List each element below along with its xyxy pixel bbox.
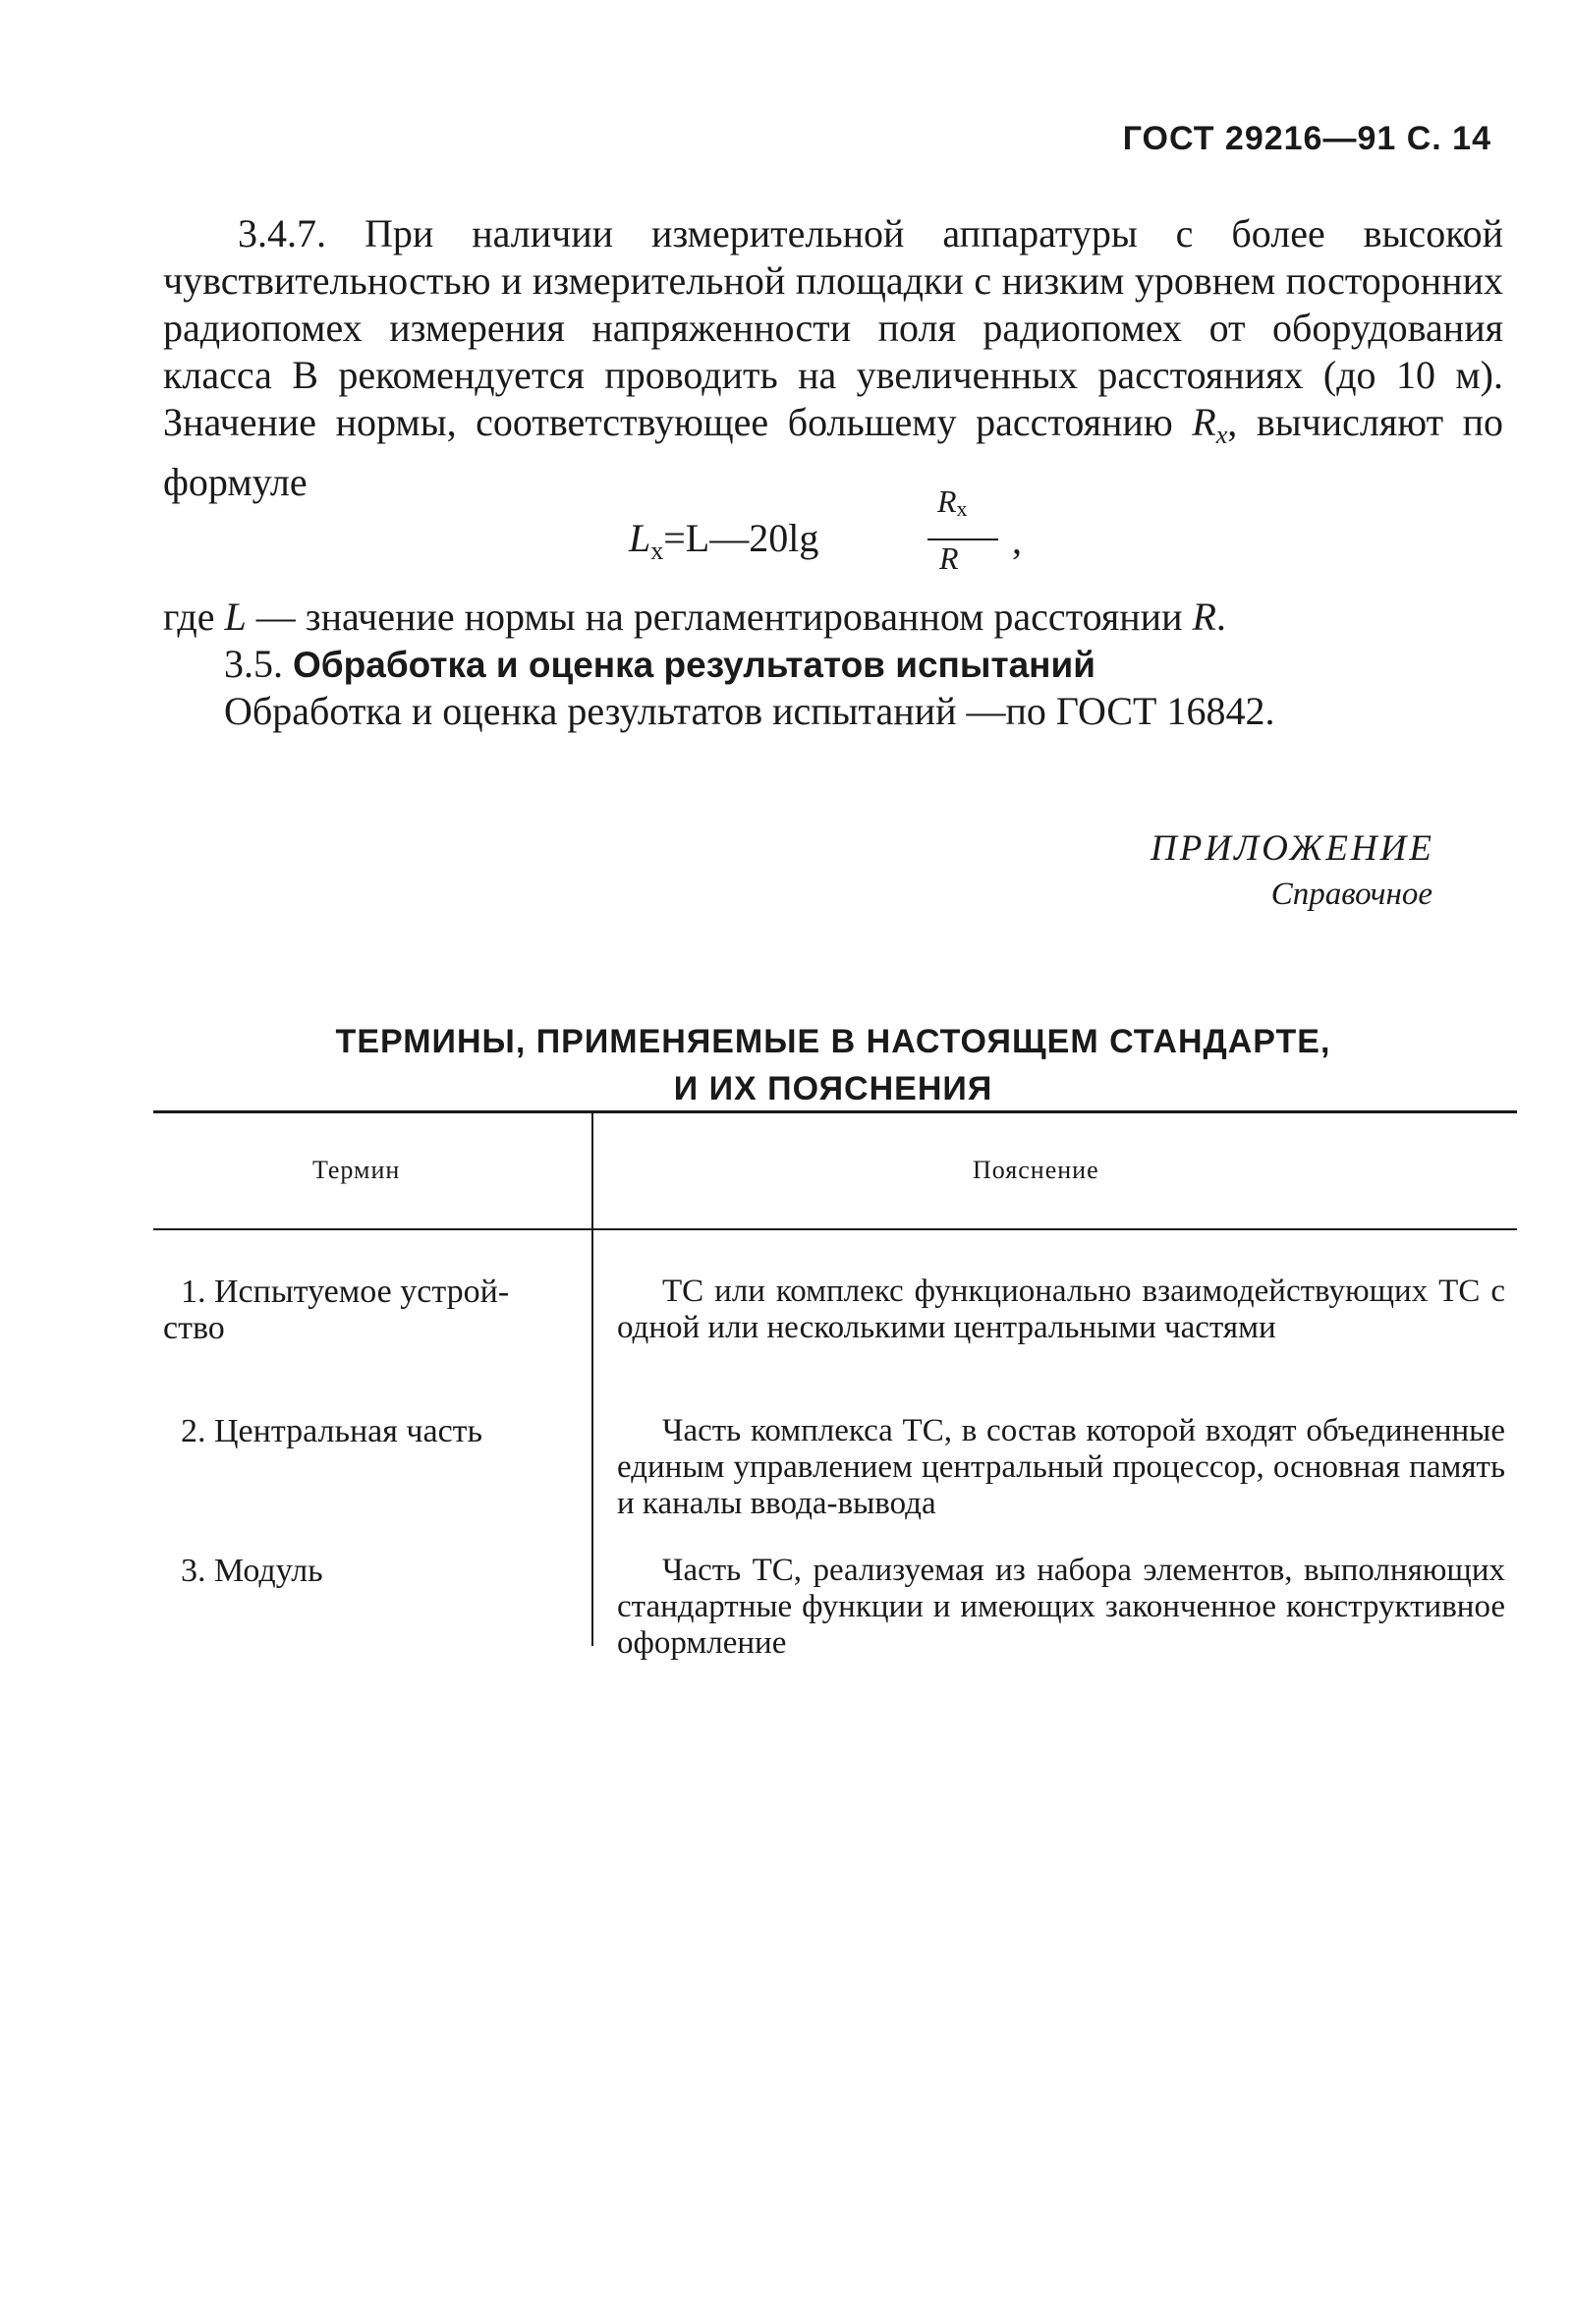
section-3-5-heading bbox=[224, 641, 1095, 687]
variable-l: L bbox=[224, 595, 247, 639]
table-top-rule bbox=[153, 1110, 1517, 1113]
variable-r-subscript: x bbox=[1215, 421, 1228, 449]
table-header-explanation: Пояснение bbox=[973, 1156, 1099, 1184]
formula-denominator: R bbox=[939, 540, 959, 576]
table-header-rule bbox=[153, 1228, 1517, 1230]
paragraph-text: При наличии измерительной аппаратуры с более высокой чувствительностью и измерительной площадки с низким уровнем посторонних радиопомех измерения напряженности поля радиопомех от оборудования класса В рекомендуется проводить на увеличенных расстояниях (до 10 м). Значение нормы, соответствующее большему расстоянию bbox=[163, 211, 1503, 444]
formula-numerator: Rx bbox=[937, 483, 968, 521]
page-header-reference: ГОСТ 29216—91 С. 14 bbox=[1122, 120, 1491, 157]
section-number: 3.4.7. bbox=[238, 211, 326, 255]
formula-rhs: =L—20lg bbox=[663, 516, 819, 560]
formula-explanation: где L — значение нормы на регламентированном расстоянии R. bbox=[163, 595, 1226, 639]
appendix-title bbox=[163, 1018, 1503, 1112]
table-row-term: 3. Модуль bbox=[181, 1553, 323, 1589]
formula-comma: , bbox=[1012, 518, 1022, 562]
table-row-explanation: Часть комплекса ТС, в состав которой входят объединенные единым управлением центральный процессор, основная память и каналы ввода-вывода bbox=[617, 1413, 1505, 1521]
variable-r: R bbox=[1192, 400, 1216, 444]
table-row-term: 2. Центральная часть bbox=[181, 1413, 483, 1449]
appendix-title-line-1: ТЕРМИНЫ, ПРИМЕНЯЕМЫЕ В НАСТОЯЩЕМ СТАНДАРТЕ, bbox=[335, 1023, 1331, 1060]
fraction-bar bbox=[927, 538, 998, 540]
appendix-title-line-2: И ИХ ПОЯСНЕНИЯ bbox=[673, 1070, 993, 1107]
table-row-explanation: Часть ТС, реализуемая из набора элементов, выполняющих стандартные функции и имеющих законченное конструктивное оформление bbox=[617, 1553, 1505, 1661]
table-row-explanation: ТС или комплекс функционально взаимодействующих ТС с одной или несколькими центральными частями bbox=[617, 1274, 1505, 1345]
appendix-kind: Справочное bbox=[1270, 877, 1432, 912]
paragraph-tail: , вычисляют по формуле bbox=[163, 400, 1504, 504]
section-3-5-text: Обработка и оценка результатов испытаний —по ГОСТ 16842. bbox=[224, 689, 1275, 733]
appendix-label: ПРИЛОЖЕНИЕ bbox=[1151, 828, 1434, 869]
table-column-divider bbox=[591, 1113, 593, 1646]
section-3-4-7-paragraph bbox=[163, 210, 1503, 506]
section-number: 3.5. bbox=[224, 642, 283, 686]
table-header-term: Термин bbox=[312, 1156, 401, 1184]
section-title: Обработка и оценка результатов испытаний bbox=[293, 645, 1096, 685]
table-row-term: 1. Испытуемое устрой- ство bbox=[163, 1274, 510, 1346]
variable-r: R bbox=[1192, 595, 1216, 639]
formula-lhs: $L_x=L—20\lg$ bbox=[629, 516, 819, 565]
